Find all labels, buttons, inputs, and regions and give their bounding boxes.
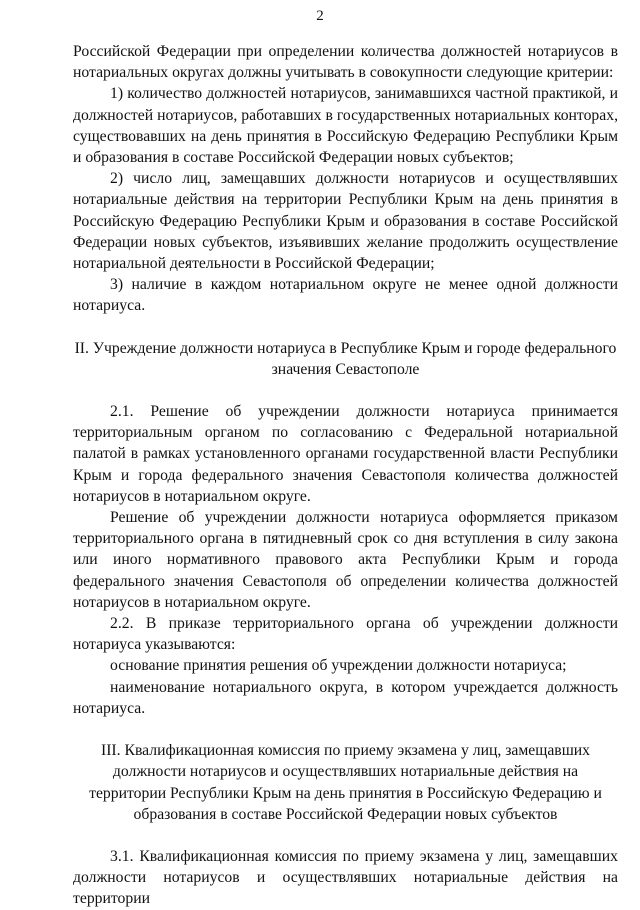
intro-paragraph: Российской Федерации при определении количества должностей нотариусов в нотариальных округах должны учитывать в совокупности следующие критерии:	[73, 43, 618, 82]
section-2-paragraph-4: основание принятия решения об учреждении должности нотариуса;	[110, 657, 567, 675]
section-2-paragraph-3: 2.2. В приказе территориального органа об учреждении должности нотариуса указываются:	[73, 615, 618, 654]
criterion-3: 3) наличие в каждом нотариальном округе не менее одной должности нотариуса.	[73, 276, 618, 315]
section-2-paragraph-1: 2.1. Решение об учреждении должности нотариуса принимается территориальным органом по согласованию с Федеральной нотариальной палатой в рамках установленного органами государственной власти Республики Крым и города федерального значения Севастополя количества должностей нотариусов в нотариальном округе.	[73, 403, 618, 505]
section-2-heading: II. Учреждение должности нотариуса в Республике Крым и городе федерального значения Севастополе	[74, 339, 617, 378]
document-body	[73, 41, 618, 910]
criterion-2: 2) число лиц, замещавших должности нотариусов и осуществлявших нотариальные действия на территории Республики Крым на день принятия в Российскую Федерацию Республики Крым и образования в составе Российской Федерации новых субъектов, изъявивших желание продолжить осуществление нотариальной деятельности в Российской Федерации;	[73, 170, 618, 273]
section-3-heading: III. Квалификационная комиссия по приему экзамена у лиц, замещавших должности нотариусов и осуществлявших нотариальные действия на территории Республики Крым на день принятия в Российскую Федерацию и образования в составе Российской Федерации новых субъектов	[89, 742, 602, 823]
section-3-paragraph-1: 3.1. Квалификационная комиссия по приему экзамена у лиц, замещавших должности нотариусов и осуществлявших нотариальные действия на территории	[73, 847, 618, 908]
page-number: 2	[316, 8, 324, 24]
section-2-paragraph-2: Решение об учреждении должности нотариуса оформляется приказом территориального органа в пятидневный срок со дня вступления в силу закона или иного нормативного правового акта Республики Крым и города федерального значения Севастополя об определении количества должностей нотариусов в нотариальном округе.	[73, 509, 618, 611]
section-2-paragraph-5: наименование нотариального округа, в котором учреждается должность нотариуса.	[73, 678, 618, 717]
criterion-1: 1) количество должностей нотариусов, занимавшихся частной практикой, и должностей нотариусов, работавших в государственных нотариальных конторах, существовавших на день принятия в Российскую Федерацию Республики Крым и образования в составе Российской Федерации новых субъектов;	[73, 85, 618, 167]
